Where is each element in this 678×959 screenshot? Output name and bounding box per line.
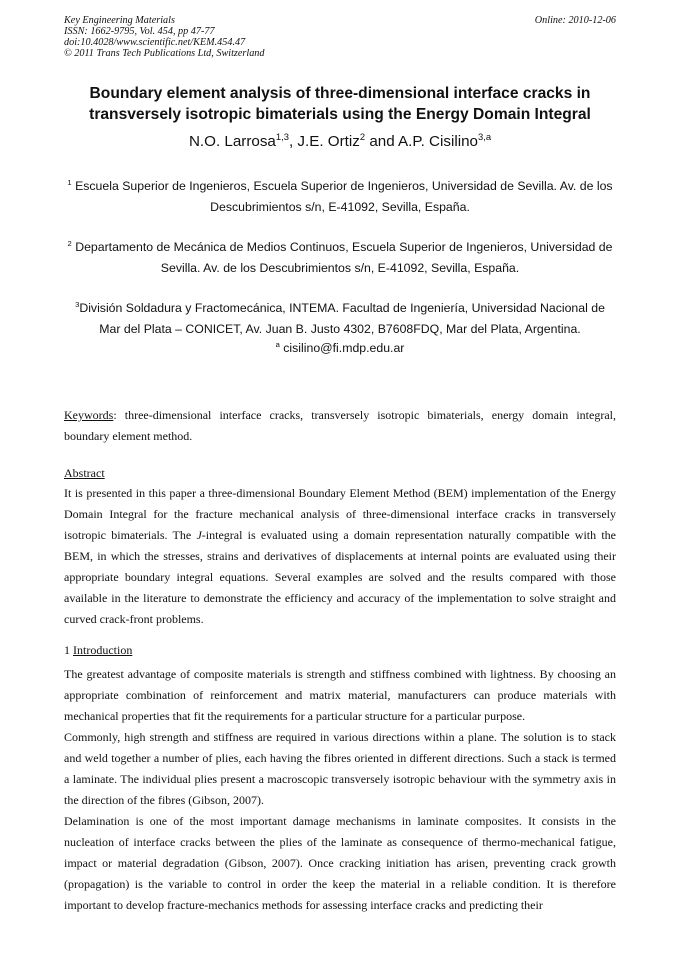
online-date: Online: 2010-12-06 — [534, 15, 616, 26]
affiliation-text: Departamento de Mecánica de Medios Continuos, Escuela Superior de Ingenieros, Universidad de Sevilla. Av. de los Descubrimientos s/n, E-41092, Sevilla, España. — [75, 240, 613, 275]
abstract-text-a: It is presented in this paper a three-dimensional Boundary Element Method (BEM) implementation of the Energy Domain Integral for the fracture mechanical analysis of three-dimensional interface cracks in transversely isotropic bimaterials. The — [64, 486, 616, 542]
author-name: J.E. Ortiz — [297, 133, 360, 150]
abstract-j-symbol: J — [196, 528, 202, 542]
author-separator: and — [365, 133, 399, 150]
keywords — [64, 405, 616, 447]
email-address[interactable]: cisilino@fi.mdp.edu.ar — [283, 341, 405, 355]
journal-doi[interactable]: doi:10.4028/www.scientific.net/KEM.454.47 — [64, 37, 246, 48]
abstract-text-b: -integral is evaluated using a domain representation naturally compatible with the BEM, in which the stresses, strains and derivatives of displacements at internal points are evaluated using their appropriate boundary integral equations. Several examples are solved and the results compared with those available in the literature to demonstrate the efficiency and accuracy of the implementation to solve straight and curved crack-front problems. — [64, 528, 616, 626]
email-mark: a — [275, 339, 280, 349]
contact-email — [64, 339, 616, 357]
journal-copyright: © 2011 Trans Tech Publications Ltd, Switzerland — [64, 48, 265, 59]
title-line-1: Boundary element analysis of three-dimensional interface cracks in — [89, 85, 591, 102]
author-name: N.O. Larrosa — [188, 133, 276, 150]
author-affil-mark: 1,3 — [275, 130, 289, 142]
keywords-label: Keywords — [64, 408, 114, 422]
paragraph: The greatest advantage of composite materials is strength and stiffness combined with lightness. By choosing an appropriate combination of reinforcement and matrix material, manufacturers can produce materials with mechanical properties that fit the requirements for a particular structure for a particular purpose. — [64, 667, 616, 723]
abstract-heading: Abstract — [64, 466, 105, 480]
author-affil-mark: 3,a — [477, 130, 492, 142]
affiliation-2 — [64, 237, 616, 279]
paragraph: Commonly, high strength and stiffness are required in various directions within a plane. The solution is to stack and weld together a number of plies, each having the fibres oriented in different directions. Such a stack is termed a laminate. The individual plies present a macroscopic transversely isotropic behaviour with the symmetry axis in the direction of the fibres (Gibson, 2007). — [64, 730, 616, 807]
affiliation-number: 2 — [67, 238, 72, 248]
affiliation-text: Escuela Superior de Ingenieros, Escuela Superior de Ingenieros, Universidad de Sevilla. Av. de los Descubrimientos s/n, E-41092, Sevilla, España. — [75, 179, 613, 214]
section-title: Introduction — [73, 643, 133, 657]
abstract-body — [64, 483, 616, 630]
keywords-text: : three-dimensional interface cracks, transversely isotropic bimaterials, energy domain integral, boundary element method. — [64, 408, 616, 443]
author-list — [64, 132, 616, 152]
author-name: A.P. Cisilino — [398, 133, 478, 150]
affiliation-number: 1 — [67, 177, 72, 187]
journal-issn: ISSN: 1662-9795, Vol. 454, pp 47-77 — [64, 26, 215, 37]
title-line-2: transversely isotropic bimaterials using the Energy Domain Integral — [89, 106, 591, 123]
affiliation-3 — [64, 298, 616, 340]
paper-title — [64, 83, 616, 125]
author-separator: , — [288, 133, 298, 150]
section-heading-introduction — [64, 640, 616, 661]
affiliation-text: División Soldadura y Fractomecánica, INTEMA. Facultad de Ingeniería, Universidad Nacional de Mar del Plata – CONICET, Av. Juan B. Justo 4302, B7608FDQ, Mar del Plata, Argentina. — [79, 301, 605, 336]
journal-header — [64, 15, 616, 59]
affiliation-number: 3 — [75, 299, 80, 309]
paragraph: Delamination is one of the most important damage mechanisms in laminate composites. It consists in the nucleation of interface cracks between the plies of the laminate as consequence of thermo-mechanical fatigue, impact or material degradation (Gibson, 2007). Once cracking initiation has arisen, preventing crack growth (propagation) is the variable to control in order the keep the material in a reliable condition. It is therefore important to develop fracture-mechanics methods for assessing interface cracks and predicting their — [64, 814, 616, 912]
journal-info — [64, 15, 616, 59]
author-affil-mark: 2 — [359, 130, 366, 142]
introduction-body — [64, 664, 616, 916]
affiliation-1 — [64, 176, 616, 218]
journal-name: Key Engineering Materials — [64, 15, 175, 26]
section-number: 1 — [64, 643, 73, 657]
